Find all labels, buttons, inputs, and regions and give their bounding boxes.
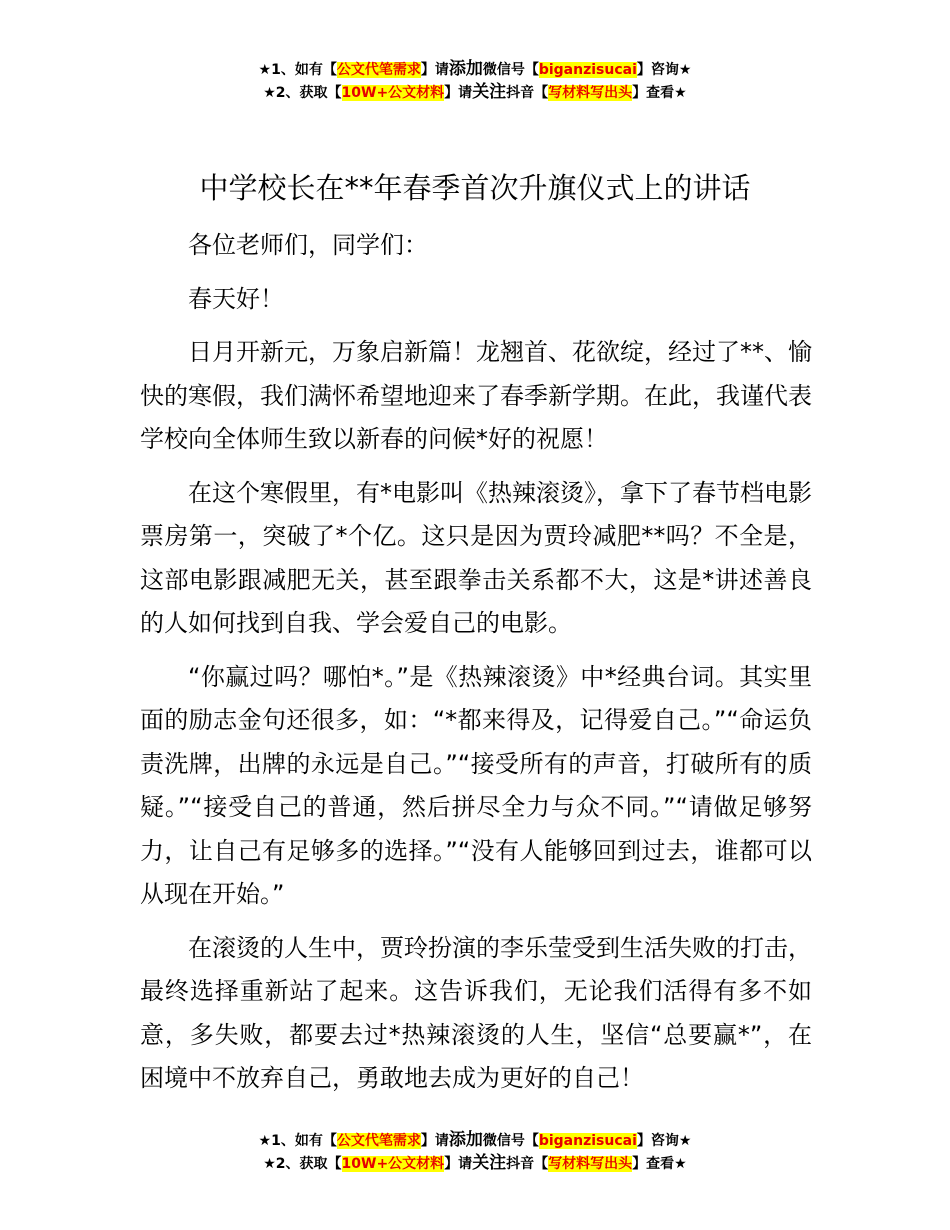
promo-highlight: 10W+公文材料 — [341, 85, 445, 101]
promo-emphasis: 关注 — [472, 82, 507, 102]
promo-text: 】查看★ — [632, 85, 687, 101]
promo-emphasis: 添加 — [448, 1130, 483, 1150]
promo-text: 微信号【 — [482, 1133, 539, 1149]
promo-text: ★2、获取【 — [263, 85, 342, 101]
promo-highlight: 公文代笔需求 — [336, 1133, 421, 1149]
promo-highlight: 公文代笔需求 — [336, 62, 421, 78]
promo-line-2 — [0, 81, 950, 104]
promo-text: ★2、获取【 — [263, 1156, 342, 1172]
top-promo-banner — [0, 58, 950, 104]
promo-line-1 — [0, 58, 950, 81]
promo-text: 】请 — [420, 1133, 449, 1149]
promo-text: 】请 — [444, 85, 473, 101]
promo-text: 抖音【 — [506, 85, 549, 101]
paragraph-movie: 在这个寒假里，有*电影叫《热辣滚烫》，拿下了春节档电影票房第一，突破了*个亿。这只是因为贾玲减肥**吗？不全是，这部电影跟减肥无关，甚至跟拳击关系都不大，这是*讲述善良的人如何找到自我、学会爱自己的电影。 — [140, 478, 812, 637]
promo-text: 】咨询★ — [636, 1133, 692, 1149]
promo-text: ★1、如有【 — [258, 1133, 337, 1149]
promo-wechat-id: biganzisucai — [538, 62, 637, 78]
promo-text: 】查看★ — [632, 1156, 687, 1172]
greeting: 春天好！ — [188, 284, 284, 313]
promo-text: 微信号【 — [482, 62, 539, 78]
promo-line-2 — [0, 1152, 950, 1175]
document-title: 中学校长在**年春季首次升旗仪式上的讲话 — [199, 171, 751, 205]
promo-douyin-id: 写材料写出头 — [548, 1156, 633, 1172]
promo-emphasis: 添加 — [448, 59, 483, 79]
promo-line-1 — [0, 1129, 950, 1152]
document-body — [140, 224, 812, 1111]
bottom-promo-banner — [0, 1129, 950, 1175]
promo-text: 】请 — [420, 62, 449, 78]
promo-text: 】请 — [444, 1156, 473, 1172]
promo-text: 】咨询★ — [636, 62, 692, 78]
paragraph-quotes: “你赢过吗？哪怕*。”是《热辣滚烫》中*经典台词。其实里面的励志金句还很多，如：“*都来得及，记得爱自己。”“命运负责洗牌，出牌的永远是自己。”“接受所有的声音，打破所有的质疑。”“接受自己的普通，然后拼尽全力与众不同。”“请做足够努力，让自己有足够多的选择。”“没有人能够回到过去，谁都可以从现在开始。” — [140, 662, 812, 908]
promo-text: 抖音【 — [506, 1156, 549, 1172]
promo-text: ★1、如有【 — [258, 62, 337, 78]
promo-emphasis: 关注 — [472, 1153, 507, 1173]
salutation: 各位老师们，同学们： — [188, 231, 428, 259]
promo-douyin-id: 写材料写出头 — [548, 85, 633, 101]
paragraph-conclusion: 在滚烫的人生中，贾玲扮演的李乐莹受到生活失败的打击，最终选择重新站了起来。这告诉我们，无论我们活得有多不如意，多失败，都要去过*热辣滚烫的人生，坚信“总要赢*”，在困境中不放弃自己，勇敢地去成为更好的自己！ — [140, 933, 812, 1092]
promo-highlight: 10W+公文材料 — [341, 1156, 445, 1172]
promo-wechat-id: biganzisucai — [538, 1133, 637, 1149]
paragraph-new-term: 日月开新元，万象启新篇！龙翘首、花欲绽，经过了**、愉快的寒假，我们满怀希望地迎来了春季新学期。在此，我谨代表学校向全体师生致以新春的问候*好的祝愿！ — [140, 338, 812, 453]
